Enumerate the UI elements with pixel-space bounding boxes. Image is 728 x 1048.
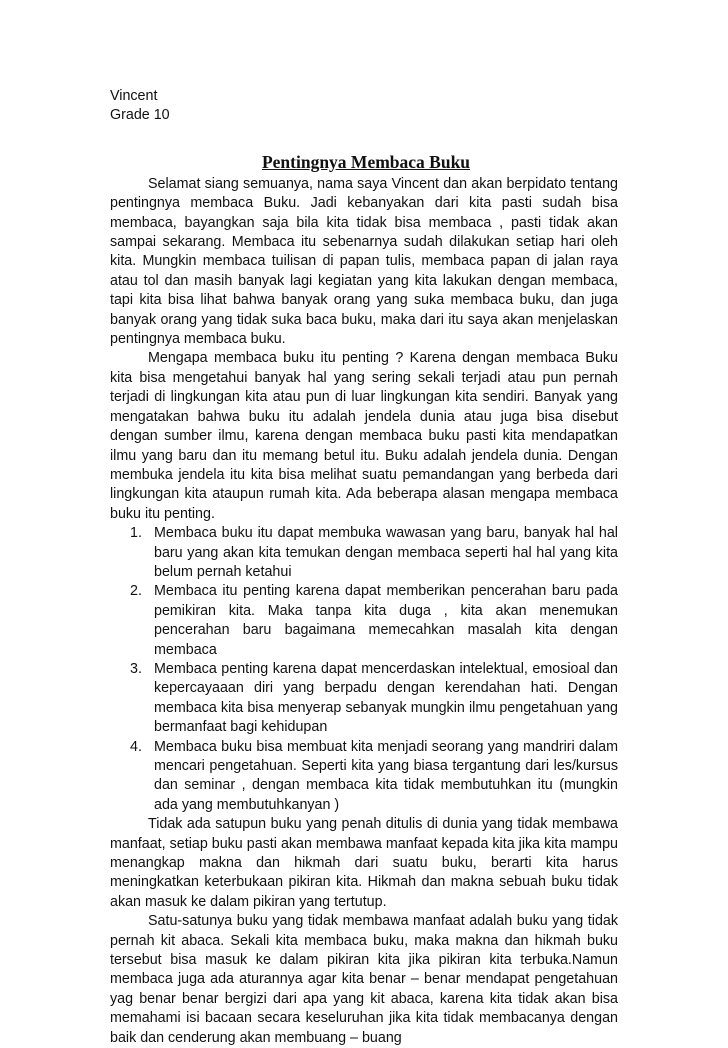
list-item: [130, 582, 618, 660]
author-name: Vincent: [110, 88, 158, 104]
list-number: 4.: [130, 738, 142, 755]
list-item: [130, 660, 618, 738]
list-item: [130, 738, 618, 816]
list-text: Membaca itu penting karena dapat memberikan pencerahan baru pada pemikiran kita. Maka tanpa kita duga , kita akan menemukan pencerahan baru bagaimana memecahkan masalah kita dengan membaca: [154, 583, 618, 658]
list-text: Membaca penting karena dapat mencerdaskan intelektual, emosioal dan kepercayaaan diri yang berpadu dengan kerendahan hati. Dengan membaca kita bisa menyerap sebanyak mungkin ilmu pengetahuan yang bermanfaat bagi kehidupan: [154, 660, 618, 736]
reasons-list: [110, 524, 618, 815]
paragraph-intro-2: Mengapa membaca buku itu penting ? Karena dengan membaca Buku kita bisa mengetahui banyak hal yang sering sekali terjadi atau pun pernah terjadi di lingkungan kita atau pun di luar lingkungan kita sendiri. Banyak yang mengatakan bahwa buku itu adalah jendela dunia atau juga bisa disebut dengan sumber ilmu, karena dengan membaca buku pasti kita mendapatkan ilmu yang baru dan itu memang betul itu. Buku adalah jendela dunia. Dengan membuka jendela itu kita bisa melihat suatu pemandangan yang berbeda dari lingkungan kita ataupun rumah kita. Ada beberapa alasan mengapa membaca buku itu penting.: [110, 350, 618, 522]
list-number: 3.: [130, 660, 142, 677]
list-text: Membaca buku itu dapat membuka wawasan yang baru, banyak hal hal baru yang akan kita temukan dengan membaca seperti hal hal yang kita belum pernah ketahui: [154, 525, 618, 580]
list-text: Membaca buku bisa membuat kita menjadi seorang yang mandriri dalam mencari pengetahuan. Seperti kita yang biasa tergantung dari les/kursus dan seminar , dengan membaca kita tidak membutuhkan itu (mungkin ada yang membutuhkanyan ): [154, 738, 618, 813]
author-grade: Grade 10: [110, 107, 170, 124]
paragraph-closing-2: Satu-satunya buku yang tidak membawa manfaat adalah buku yang tidak pernah kit abaca. Sekali kita membaca buku, maka makna dan hikmah buku tersebut bisa masuk ke dalam pikiran kita jika pikiran kita terbuka.Namun membaca juga ada aturannya agar kita benar – benar mendapat pengetahuan yag benar benar bergizi dari apa yang kit abaca, karena kita tidak akan bisa memahami isi bacaan secara keseluruhan jika kita tidak membacanya dengan baik dan cenderung akan membuang – buang: [110, 913, 618, 1046]
document-title: Pentingnya Membaca Buku: [261, 151, 471, 172]
list-number: 1.: [130, 525, 142, 542]
document-page: [110, 87, 618, 1048]
list-number: 2.: [130, 583, 142, 600]
paragraph-closing-1: Tidak ada satupun buku yang penah ditulis di dunia yang tidak membawa manfaat, setiap buku pasti akan membawa manfaat kepada kita jika kita mampu menangkap makna dan hikmah dari suatu buku, berarti kita harus meningkatkan keterbukaan pikiran kita. Hikmah dan makna sebuah buku tidak akan masuk ke dalam pikiran yang tertutup.: [110, 816, 618, 910]
list-item: [130, 524, 618, 582]
paragraph-intro-1: Selamat siang semuanya, nama saya Vincent dan akan berpidato tentang pentingnya membaca Buku. Jadi kebanyakan dari kita pasti sudah bisa membaca, bayangkan saja bila kita tidak bisa membaca , pasti tidak akan sampai sekarang. Membaca itu sebenarnya sudah dilakukan setiap hari oleh kita. Mungkin membaca tuilisan di papan tulis, membaca papan di jalan raya atau tol dan masih banyak lagi kegiatan yang kita lakukan dengan membaca, tapi kita bisa lihat bahwa banyak orang yang suka membaca buku, dan juga banyak orang yang tidak suka baca buku, maka dari itu saya akan menjelaskan pentingnya membaca buku.: [110, 175, 618, 348]
